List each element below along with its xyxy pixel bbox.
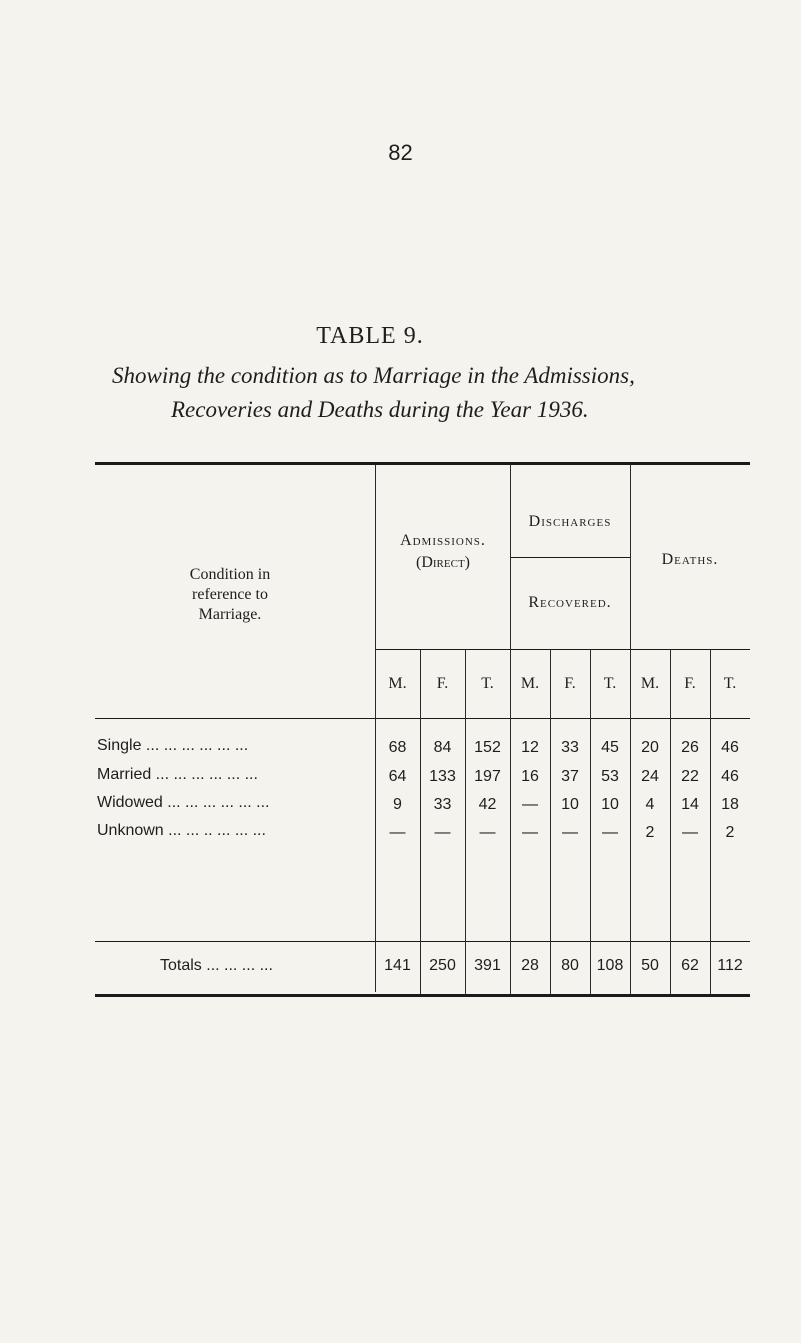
header-admissions: Admissions. (Direct) bbox=[400, 532, 486, 571]
subheader-adm-m: M. bbox=[388, 675, 407, 692]
vline-dea-ft bbox=[710, 650, 711, 995]
table-cell: 20 bbox=[641, 739, 659, 756]
totals-cell: 62 bbox=[681, 957, 699, 974]
header-deaths: Deaths. bbox=[661, 551, 719, 568]
subheader-dis-m: M. bbox=[520, 675, 540, 692]
totals-cell: 250 bbox=[429, 957, 456, 974]
subheader-dis-t: T. bbox=[603, 675, 617, 692]
vline-dea-mf bbox=[670, 650, 671, 995]
subtitle-line-2: Recoveries and Deaths during the Year 1936. bbox=[171, 397, 589, 422]
table-cell: 197 bbox=[474, 768, 501, 785]
table-cell: — bbox=[522, 796, 538, 813]
row-label: Single ... ... ... ... ... ... bbox=[97, 737, 249, 754]
table-cell: — bbox=[389, 824, 406, 841]
subheader-dea-m: M. bbox=[640, 675, 660, 692]
subheader-dea-t: T. bbox=[723, 675, 737, 692]
table-cell: 2 bbox=[725, 824, 735, 841]
header-condition: Condition in reference to Marriage. bbox=[189, 566, 271, 623]
row-label: Married ... ... ... ... ... ... bbox=[97, 766, 258, 783]
subheader-dea-f: F. bbox=[684, 675, 696, 692]
page-number: 82 bbox=[388, 140, 413, 165]
table-cell: 46 bbox=[721, 739, 739, 756]
vline-dis-ft bbox=[590, 650, 591, 995]
table-cell: 33 bbox=[561, 739, 579, 756]
row-label: Widowed ... ... ... ... ... ... bbox=[97, 794, 270, 811]
totals-cell: 141 bbox=[384, 957, 411, 974]
table-cell: 9 bbox=[393, 796, 402, 813]
table-cell: — bbox=[479, 824, 496, 841]
subheader-adm-t: T. bbox=[481, 675, 494, 692]
vline-adm-mf bbox=[420, 650, 421, 995]
vline-dis-mf bbox=[550, 650, 551, 995]
table-cell: 4 bbox=[645, 796, 655, 813]
rule-top bbox=[95, 462, 750, 465]
table-cell: — bbox=[434, 824, 451, 841]
totals-label: Totals ... ... ... ... bbox=[160, 957, 273, 974]
subtitle-line-1: Showing the condition as to Marriage in the Admissions, bbox=[112, 363, 635, 388]
table-cell: 10 bbox=[561, 796, 579, 813]
table-cell: — bbox=[562, 824, 578, 841]
totals-cell: 80 bbox=[561, 957, 579, 974]
table-cell: 26 bbox=[681, 739, 699, 756]
table-cell: 2 bbox=[645, 824, 655, 841]
table-cell: 133 bbox=[429, 768, 456, 785]
table-cell: 84 bbox=[433, 739, 452, 756]
totals-cell: 391 bbox=[474, 957, 501, 974]
table-cell: 68 bbox=[388, 739, 407, 756]
subheader-dis-f: F. bbox=[564, 675, 576, 692]
table-cell: 42 bbox=[478, 796, 497, 813]
table-cell: 37 bbox=[561, 768, 579, 785]
header-recovered: Recovered. bbox=[528, 594, 612, 611]
totals-cell: 112 bbox=[717, 957, 743, 974]
table-cell: 33 bbox=[433, 796, 452, 813]
subheader-adm-f: F. bbox=[436, 675, 449, 692]
row-label: Unknown ... ... .. ... ... ... bbox=[97, 822, 266, 839]
table-cell: — bbox=[682, 824, 698, 841]
table-cell: 18 bbox=[721, 796, 739, 813]
rule-subheader bbox=[95, 718, 750, 719]
rule-bottom bbox=[95, 994, 750, 997]
table-cell: 24 bbox=[641, 768, 659, 785]
totals-cell: 108 bbox=[596, 957, 624, 974]
table-cell: 12 bbox=[521, 739, 539, 756]
rule-before-totals bbox=[95, 941, 750, 942]
table-cell: 152 bbox=[474, 739, 501, 756]
table-cell: 10 bbox=[601, 796, 619, 813]
rule-sub-discharges bbox=[510, 557, 630, 558]
table-cell: 64 bbox=[388, 768, 407, 785]
totals-cell: 50 bbox=[641, 957, 659, 974]
table-cell: 53 bbox=[601, 768, 619, 785]
table-cell: — bbox=[602, 824, 618, 841]
table-cell: 14 bbox=[681, 796, 699, 813]
table-cell: 22 bbox=[681, 768, 699, 785]
table-cell: 45 bbox=[601, 739, 619, 756]
table-cell: — bbox=[522, 824, 538, 841]
table-cell: 46 bbox=[721, 768, 739, 785]
vline-adm-ft bbox=[465, 650, 466, 995]
header-discharges: Discharges bbox=[528, 513, 612, 530]
table-cell: 16 bbox=[521, 768, 539, 785]
totals-cell: 28 bbox=[521, 957, 539, 974]
rule-header bbox=[375, 649, 750, 650]
vline-discharges bbox=[630, 465, 631, 995]
table-title: TABLE 9. bbox=[316, 323, 424, 349]
